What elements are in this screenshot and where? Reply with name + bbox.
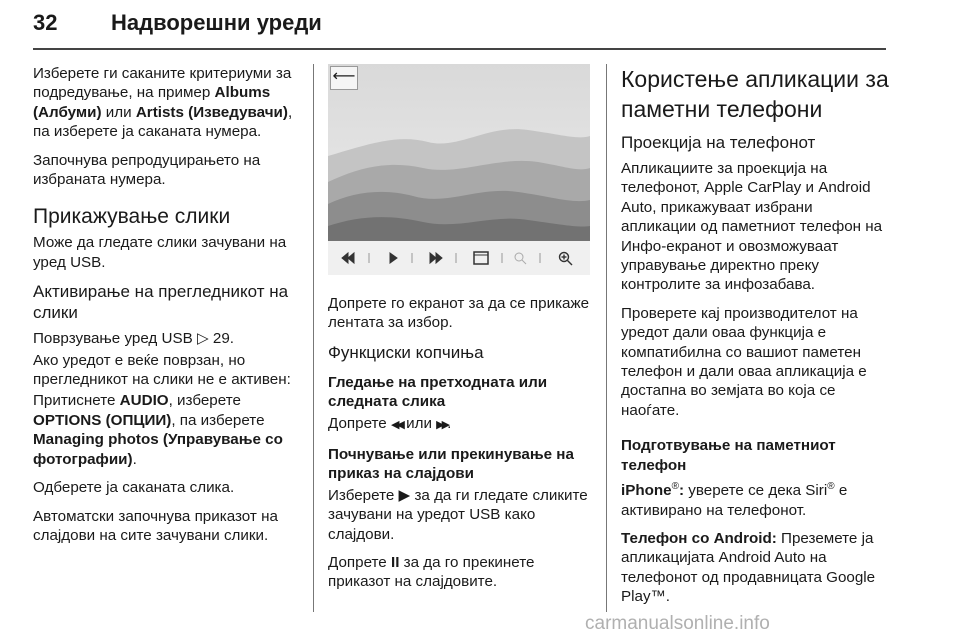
- paragraph: Автоматски започнува приказот на слајдови на сите зачувани слики.: [33, 507, 278, 544]
- column-3: [621, 64, 889, 616]
- paragraph: Изберете ги саканите критериуми за подредување, на пример Albums (Албуми) или Artists (Изведувачи), па изберете ја саканата нумера.: [33, 65, 293, 141]
- fullscreen-button[interactable]: [474, 252, 488, 264]
- paragraph: Проверете кај производителот на уредот дали оваа функција е компатибилна со вашиот паметен телефон и дали оваа апликација е достапна во земјата во која се наоѓате.: [621, 304, 867, 419]
- paragraph: Ако уредот е веќе поврзан, но прегледникот на слики не е активен:: [33, 351, 291, 389]
- zoom-in-icon[interactable]: [560, 253, 573, 266]
- next-image-button[interactable]: [430, 253, 442, 263]
- paragraph: Допрете II за да го прекинете приказот на слајдовите.: [328, 554, 535, 591]
- column-2: [328, 64, 590, 601]
- paragraph: Апликациите за проекција на телефонот, Apple CarPlay и Android Auto, прикажуваат избрани апликации од паметниот телефон на Инфо-екранот и овозможуваат управување директно преку контролите за инфозабава.: [621, 160, 883, 294]
- paragraph: Допрете го екранот за да се прикаже лентата за избор.: [328, 295, 590, 332]
- topic-heading: Подготвување на паметниот телефон: [621, 437, 836, 474]
- paragraph: Одберете ја саканата слика.: [33, 479, 235, 497]
- page-number: 32: [33, 10, 58, 35]
- photo-viewer-screenshot: [328, 64, 590, 275]
- paragraph: Притиснете AUDIO, изберете OPTIONS (ОПЦИИ), па изберете Managing photos (Управување со фотографии).: [33, 392, 283, 468]
- paragraph: Допрете ◀◀ или ▶▶.: [328, 414, 452, 432]
- play-button[interactable]: [390, 253, 397, 263]
- previous-image-button[interactable]: [342, 253, 354, 263]
- paragraph: Изберете ▶ за да ги гледате сликите зачувани на уредот USB како слајдови.: [328, 486, 588, 543]
- page-reference-icon: ▷: [196, 330, 209, 348]
- subsection-heading: Активирање на прегледникот на слики: [33, 282, 289, 323]
- fast-forward-icon: ▶▶: [436, 418, 448, 431]
- selection-bar: [328, 241, 590, 275]
- back-button[interactable]: ⟵: [330, 66, 358, 90]
- paragraph: Може да гледате слики зачувани на уред USB.: [33, 234, 287, 271]
- column-divider: [606, 64, 607, 612]
- pause-icon: II: [390, 554, 400, 572]
- section-heading: Користење апликации за паметни телефони: [621, 66, 889, 122]
- paragraph: Поврзување уред USB ▷ 29.: [33, 330, 235, 348]
- zoom-out-icon[interactable]: [515, 253, 526, 264]
- watermark: carmanualsonline.info: [585, 613, 770, 634]
- topic-heading: Гледање на претходната или следната слика: [328, 373, 548, 411]
- page-reference[interactable]: 29.: [212, 330, 235, 348]
- paragraph: iPhone®: уверете се дека Siri® е активирано на телефонот.: [621, 481, 848, 519]
- page-header: [33, 4, 886, 50]
- play-icon: ▶: [398, 486, 411, 504]
- subsection-heading: Функциски копчиња: [328, 342, 484, 362]
- running-title: Надворешни уреди: [111, 10, 322, 35]
- column-1: [33, 64, 303, 554]
- topic-heading: Почнување или прекинување на приказ на слајдови: [328, 446, 574, 483]
- paragraph: Телефон со Android: Преземете ја апликацијата Android Auto на телефонот од продавницата Google Play™.: [621, 529, 876, 606]
- section-heading: Прикажување слики: [33, 205, 231, 229]
- subsection-heading: Проекција на телефонот: [621, 133, 816, 152]
- column-divider: [313, 64, 314, 612]
- rewind-icon: ◀◀: [390, 418, 402, 431]
- paragraph: Започнува репродуцирањето на избраната нумера.: [33, 151, 261, 189]
